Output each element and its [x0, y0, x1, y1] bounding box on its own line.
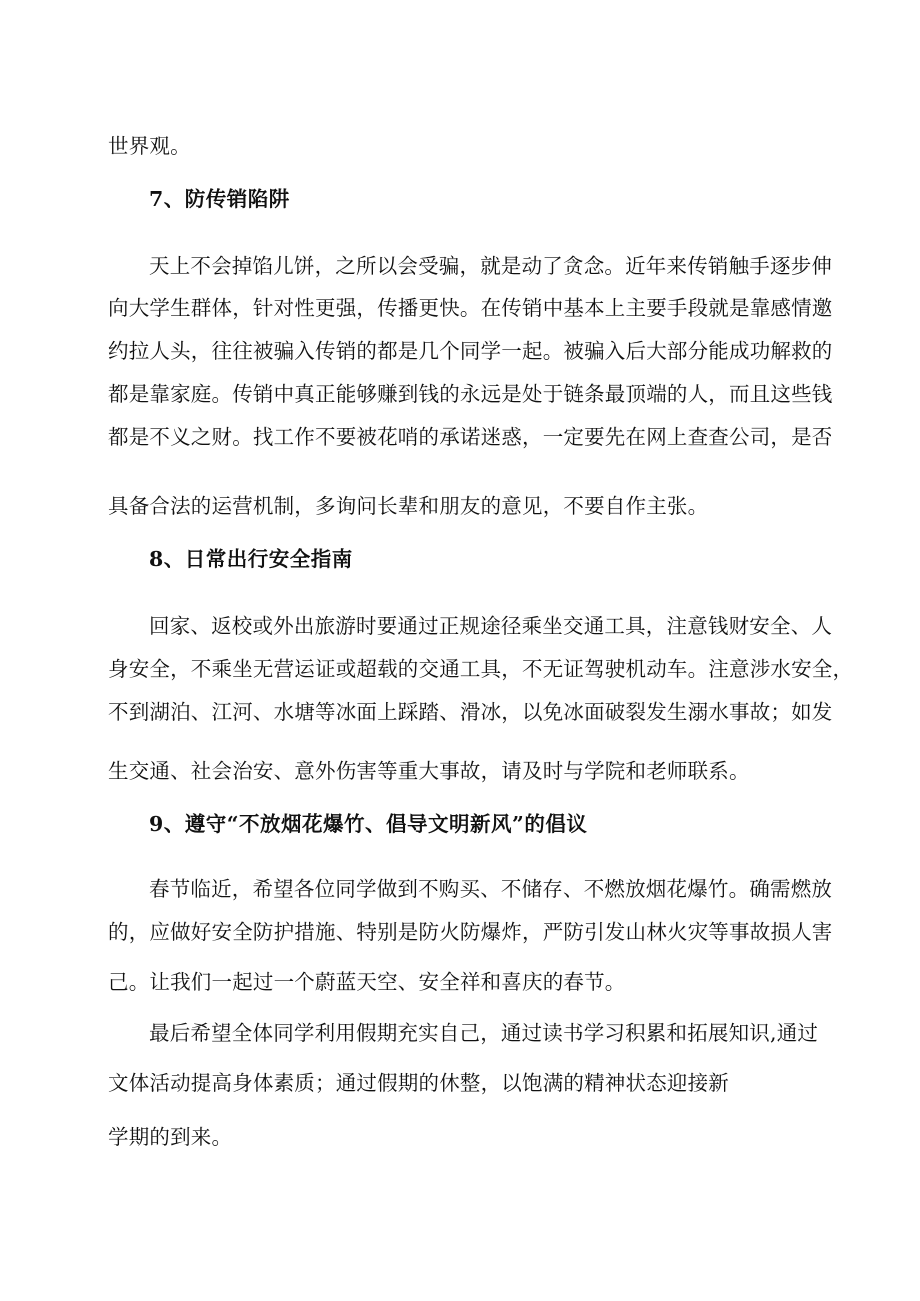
section-8-line: 不到湖泊、江河、水塘等冰面上踩踏、滑冰，以免冰面破裂发生溺水事故；如发 [108, 700, 833, 724]
closing-line: 学期的到来。 [108, 1125, 233, 1149]
section-7-line: 具备合法的运营机制，多询问长辈和朋友的意见，不要自作主张。 [108, 494, 709, 518]
section-8-line: 身安全，不乘坐无营运证或超载的交通工具，不无证驾驶机动车。注意涉水安全， [108, 657, 854, 681]
closing-line: 最后希望全体同学利用假期充实自己，通过读书学习积累和拓展知识,通过 [149, 1021, 819, 1045]
section-8-heading: 8、日常出行安全指南 [149, 547, 353, 571]
section-8-line: 回家、返校或外出旅游时要通过正规途径乘坐交通工具，注意钱财安全、人 [149, 614, 833, 638]
section-7-line: 都是不义之财。找工作不要被花哨的承诺迷惑，一定要先在网上查查公司，是否 [108, 425, 833, 449]
section-7-line: 向大学生群体，针对性更强，传播更快。在传销中基本上主要手段就是靠感情邀 [108, 296, 833, 320]
section-9-line: 的，应做好安全防护措施、特别是防火防爆炸，严防引发山林火灾等事故损人害 [108, 920, 833, 944]
section-7-line: 约拉人头，往往被骗入传销的都是几个同学一起。被骗入后大部分能成功解救的 [108, 339, 833, 363]
section-7-line: 都是靠家庭。传销中真正能够赚到钱的永远是处于链条最顶端的人，而且这些钱 [108, 382, 833, 406]
intro-tail-text: 世界观。 [108, 134, 191, 158]
section-9-line: 己。让我们一起过一个蔚蓝天空、安全祥和喜庆的春节。 [108, 970, 626, 994]
section-7-heading: 7、防传销陷阱 [149, 187, 290, 211]
closing-line: 文体活动提高身体素质；通过假期的休整，以饱满的精神状态迎接新 [108, 1071, 729, 1095]
section-9-heading: 9、遵守“不放烟花爆竹、倡导文明新风”的倡议 [149, 812, 588, 836]
section-7-line: 天上不会掉馅儿饼，之所以会受骗，就是动了贪念。近年来传销触手逐步伸 [149, 254, 833, 278]
section-8-line: 生交通、社会治安、意外伤害等重大事故，请及时与学院和老师联系。 [108, 759, 750, 783]
section-9-line: 春节临近，希望各位同学做到不购买、不储存、不燃放烟花爆竹。确需燃放 [149, 877, 833, 901]
